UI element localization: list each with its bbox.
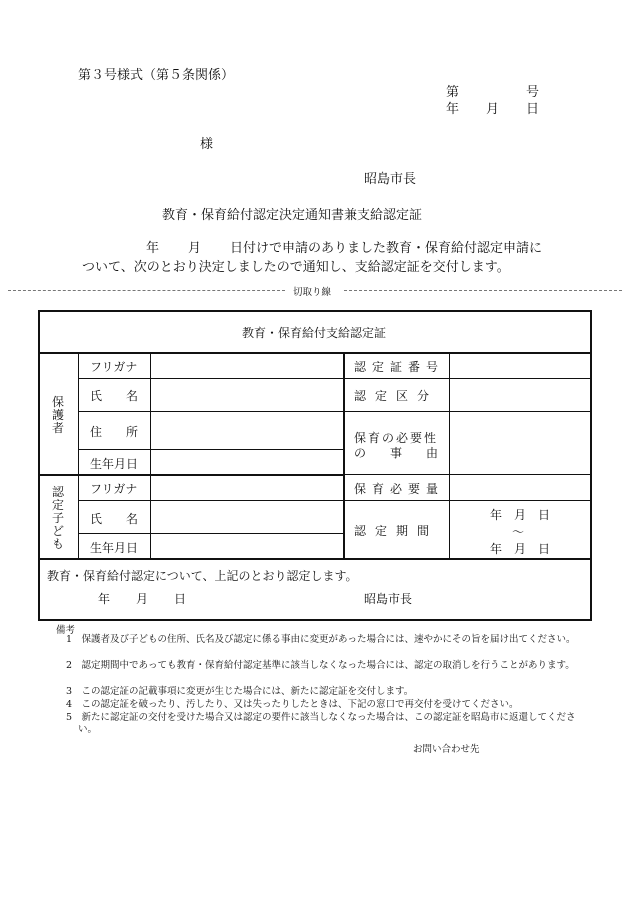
rule: [344, 474, 592, 475]
number-suffix: 号: [526, 85, 540, 100]
addressee-suffix: 様: [200, 137, 214, 152]
remark-item-2: 2 認定期間中であっても教育・保育給付認定基準に該当しなくなった場合には、認定の取消しを行うことがあります。: [66, 660, 575, 671]
period-start: 年 月 日: [490, 508, 551, 522]
remarks-heading: 備考: [56, 625, 76, 636]
remark-item-4: 4 この認定証を破ったり、汚したり、又は失ったりしたときは、下記の窓口で再交付を受けてください。: [66, 699, 519, 710]
sign-year: 年: [98, 592, 111, 606]
certification-statement: 教育・保育給付認定について、上記のとおり認定します。: [47, 569, 358, 583]
issuer-name: 昭島市長: [364, 172, 417, 187]
guardian-name-label: 氏 名: [90, 389, 139, 403]
guardian-address-label: 住 所: [90, 425, 139, 439]
notice-body-line1: 日付けで申請のありました教育・保育給付認定申請に: [230, 241, 543, 256]
rule: [78, 533, 344, 534]
cut-line-right: [344, 290, 622, 291]
form-number: 第３号様式（第５条関係）: [78, 68, 235, 83]
notice-date-month: 月: [188, 241, 202, 256]
contact-label: お問い合わせ先: [413, 744, 480, 755]
guardian-furigana-label: フリガナ: [90, 360, 138, 374]
child-furigana-label: フリガナ: [90, 482, 138, 496]
notice-date-year: 年: [146, 241, 160, 256]
cut-line-left: [8, 290, 285, 291]
rule: [78, 500, 344, 501]
rule: [78, 378, 344, 379]
rule-under-table: [38, 558, 592, 560]
rule: [344, 411, 592, 412]
sign-day: 日: [174, 592, 187, 606]
guardian-group-label: 保護者: [51, 395, 64, 435]
period-label: 認定期間: [354, 524, 439, 538]
rule-under-title: [38, 352, 592, 354]
sign-month: 月: [136, 592, 149, 606]
cut-line-label: 切取り線: [293, 287, 332, 298]
child-group-label: 認定子ども: [51, 485, 64, 551]
category-label: 認定区分: [354, 389, 439, 403]
rule-vertical-center: [343, 352, 345, 558]
number-prefix: 第: [446, 85, 460, 100]
necessity-label-1: 保育の必要性: [354, 431, 439, 445]
rule: [78, 411, 344, 412]
period-end: 年 月 日: [490, 542, 551, 556]
rule: [78, 449, 344, 450]
date-day: 日: [526, 102, 540, 117]
remark-item-5: 5 新たに認定証の交付を受けた場合又は認定の要件に該当しなくなった場合は、この認定証を昭島市に返還してください。: [66, 712, 576, 735]
rule: [344, 378, 592, 379]
necessity-amount-label: 保育必要量: [354, 482, 445, 496]
guardian-birthdate-label: 生年月日: [90, 457, 139, 471]
certificate-title: 教育・保育給付支給認定証: [242, 326, 387, 340]
rule-vertical: [150, 352, 151, 558]
child-birthdate-label: 生年月日: [90, 541, 139, 555]
date-month: 月: [486, 102, 500, 117]
remark-item-3: 3 この認定証の記載事項に変更が生じた場合には、新たに認定証を交付します。: [66, 686, 414, 697]
rule-vertical: [449, 352, 450, 558]
date-year: 年: [446, 102, 460, 117]
period-separator: ～: [512, 525, 525, 539]
remark-item-1: 1 保護者及び子どもの住所、氏名及び認定に係る事由に変更があった場合には、速やかにその旨を届け出てください。: [66, 634, 576, 645]
rule-vertical: [78, 352, 79, 558]
cert-number-label: 認定証番号: [354, 360, 445, 374]
rule-section-divider: [38, 474, 344, 476]
notice-body-line2: ついて、次のとおり決定しましたので通知し、支給認定証を交付します。: [82, 260, 510, 275]
notice-title: 教育・保育給付認定決定通知書兼支給認定証: [162, 208, 423, 223]
sign-issuer: 昭島市長: [364, 592, 413, 606]
rule: [344, 500, 592, 501]
child-name-label: 氏 名: [90, 512, 139, 526]
necessity-label-2: の 事 由: [354, 446, 439, 460]
